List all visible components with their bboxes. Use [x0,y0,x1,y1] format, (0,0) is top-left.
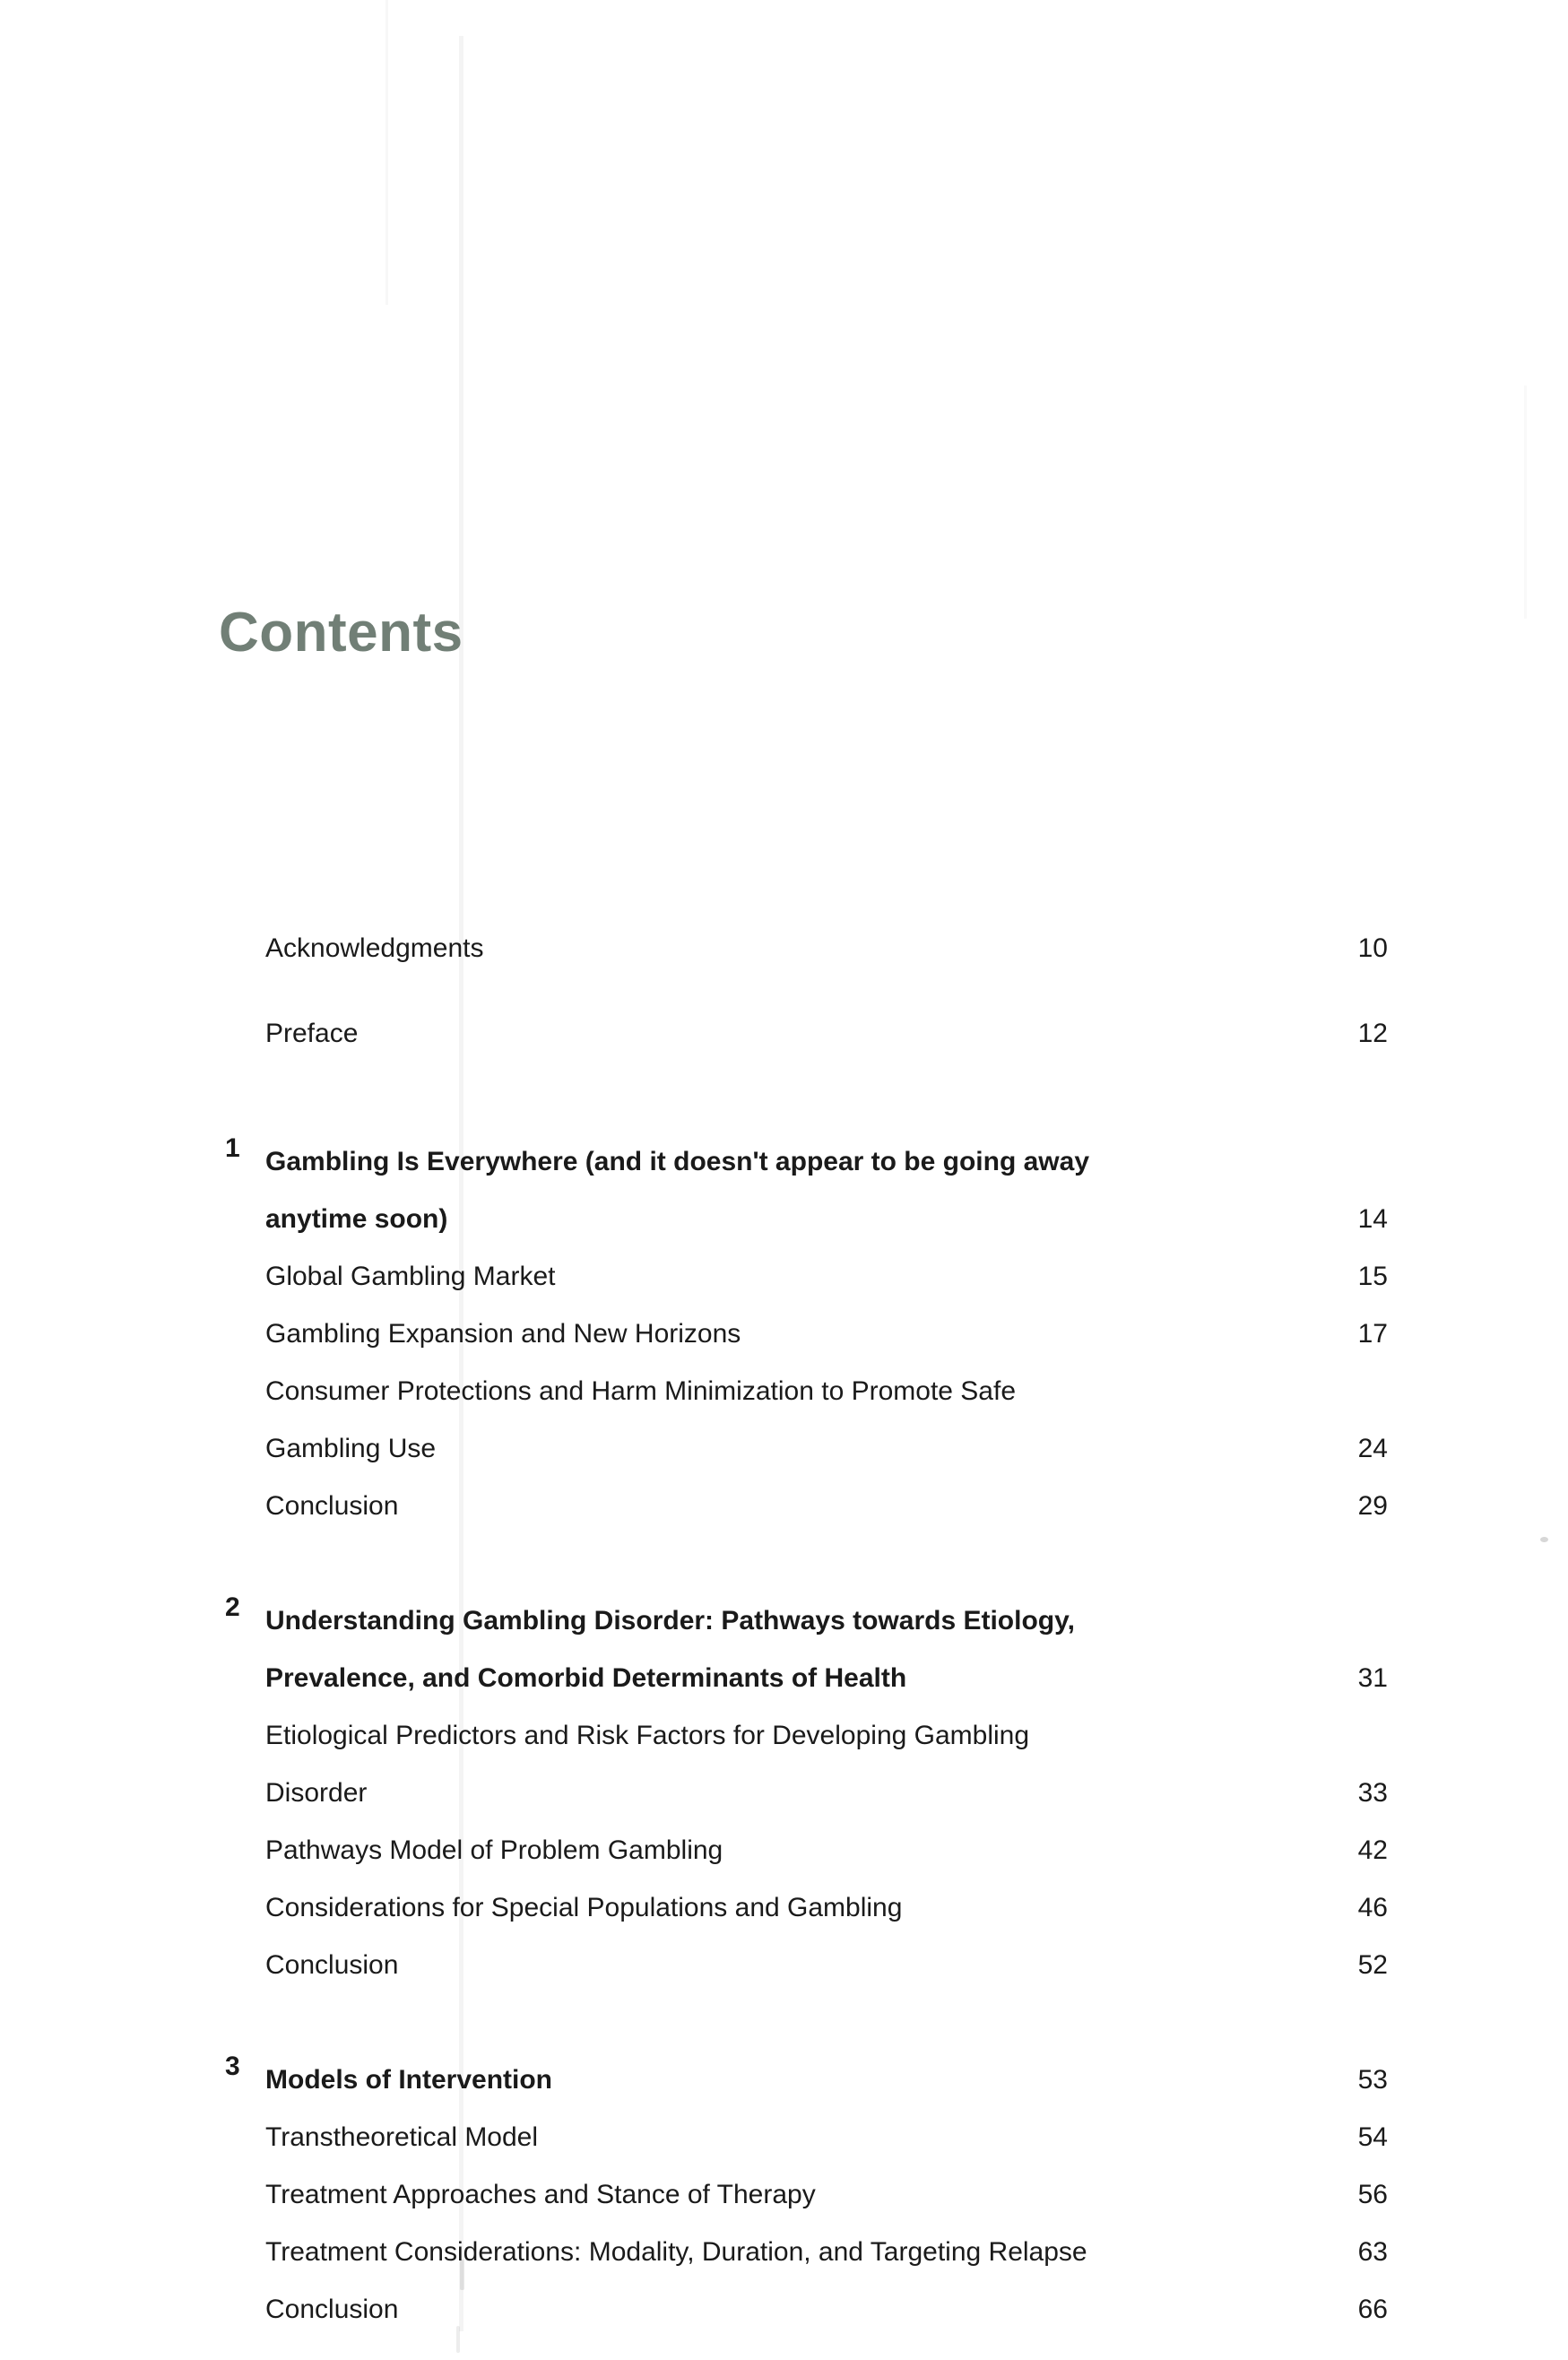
page-title: Contents [219,601,463,664]
chapter-number: 3 [225,2052,240,2081]
chapter-title-line: anytime soon) [265,1204,448,1234]
toc-entry-section[interactable] [0,2224,1568,2281]
section-title-line: Etiological Predictors and Risk Factors for Developing Gambling [265,1721,1030,1750]
page-number: 12 [1357,1019,1388,1048]
toc-entry-chapter[interactable] [0,1191,1568,1248]
page-number: 42 [1357,1835,1388,1865]
toc-entry-section[interactable] [0,1363,1568,1420]
page-number: 31 [1357,1663,1388,1693]
section-title-line: Treatment Approaches and Stance of Therapy [265,2180,816,2209]
scan-streak-upper-left [386,0,388,305]
chapter-title-line: Understanding Gambling Disorder: Pathways towards Etiology, [265,1606,1075,1636]
toc-entry-section[interactable] [0,1478,1568,1535]
section-title-line: Gambling Use [265,1434,437,1463]
section-title-line: Disorder [265,1778,368,1808]
toc-entry-section[interactable] [0,2281,1568,2338]
section-title-line: Conclusion [265,1491,399,1521]
toc-entry-chapter[interactable] [0,2052,1568,2109]
toc-entry-section[interactable] [0,1248,1568,1306]
section-title-line: Consumer Protections and Harm Minimization to Promote Safe [265,1376,1017,1406]
toc-entry-section[interactable] [0,1765,1568,1822]
toc-entry-chapter[interactable] [0,1650,1568,1707]
chapter-number: 1 [225,1133,240,1163]
page-number: 29 [1357,1491,1388,1521]
toc-entry-chapter[interactable] [0,1133,1568,1191]
chapter-title-line: Gambling Is Everywhere (and it doesn't appear to be going away [265,1147,1089,1176]
page-number: 52 [1357,1950,1388,1980]
section-title-line: Transtheoretical Model [265,2122,539,2152]
toc-entry-section[interactable] [0,1306,1568,1363]
toc-entry-section[interactable] [0,1420,1568,1478]
toc-entry-label: Acknowledgments [265,933,484,963]
toc-entry-section[interactable] [0,1879,1568,1937]
chapter-title-line: Prevalence, and Comorbid Determinants of Health [265,1663,907,1693]
chapter-group [0,1592,1568,1994]
page-number: 66 [1357,2295,1388,2324]
section-title-line: Conclusion [265,1950,399,1980]
section-title-line: Pathways Model of Problem Gambling [265,1835,723,1865]
page-number: 46 [1357,1893,1388,1922]
chapter-group [0,1133,1568,1535]
toc-entry-front-matter[interactable] [0,906,1568,991]
toc-entry-section[interactable] [0,1937,1568,1994]
toc-entry-section[interactable] [0,1822,1568,1879]
chapter-number: 2 [225,1592,240,1622]
section-title-line: Global Gambling Market [265,1262,556,1291]
table-of-contents [0,906,1568,2338]
front-matter-group [0,906,1568,1076]
toc-entry-front-matter[interactable] [0,991,1568,1076]
page-number: 56 [1357,2180,1388,2209]
page-number: 53 [1357,2065,1388,2095]
section-title-line: Gambling Expansion and New Horizons [265,1319,741,1349]
page-number: 24 [1357,1434,1388,1463]
section-title-line: Treatment Considerations: Modality, Duration, and Targeting Relapse [265,2237,1087,2267]
page-number: 15 [1357,1262,1388,1291]
chapter-group [0,2052,1568,2338]
chapter-title-line: Models of Intervention [265,2065,553,2095]
toc-entry-section[interactable] [0,2109,1568,2166]
scan-streak-right [1524,386,1527,619]
page-number: 33 [1357,1778,1388,1808]
section-title-line: Considerations for Special Populations and Gambling [265,1893,903,1922]
page-number: 63 [1357,2237,1388,2267]
page-number: 17 [1357,1319,1388,1349]
page-number: 10 [1357,933,1388,963]
page-number: 54 [1357,2122,1388,2152]
page-number: 14 [1357,1204,1388,1234]
toc-entry-chapter[interactable] [0,1592,1568,1650]
section-title-line: Conclusion [265,2295,399,2324]
toc-entry-section[interactable] [0,1707,1568,1765]
toc-entry-label: Preface [265,1019,359,1048]
toc-entry-section[interactable] [0,2166,1568,2224]
